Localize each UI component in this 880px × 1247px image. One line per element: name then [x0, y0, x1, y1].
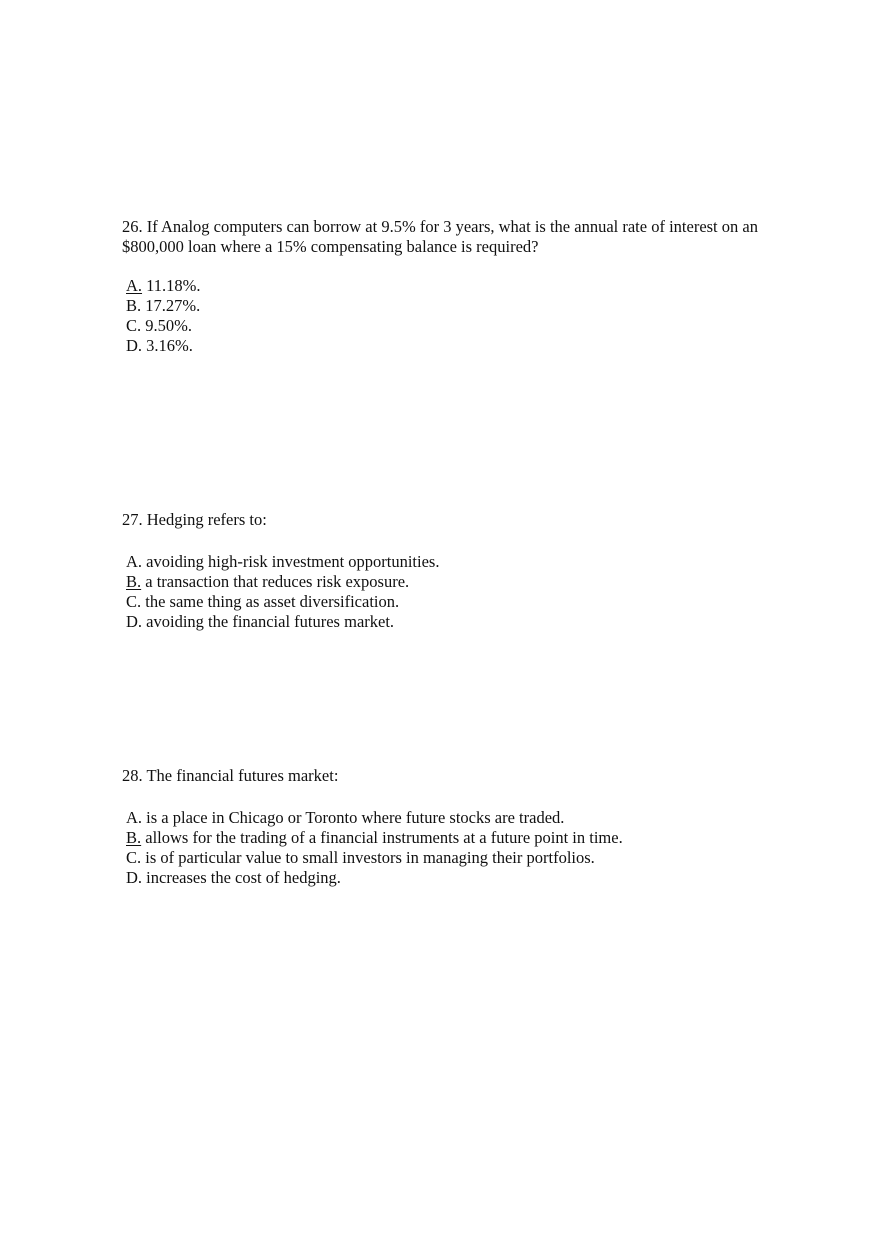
question-stem: 28. The financial futures market:	[122, 766, 339, 785]
option-a	[126, 808, 802, 828]
question-stem: 26. If Analog computers can borrow at 9.5% for 3 years, what is the annual rate of interest on an $800,000 loan where a 15% compensating balance is required?	[122, 217, 758, 256]
option-letter: C.	[126, 592, 142, 611]
answer-options	[122, 552, 802, 632]
option-d	[126, 868, 802, 888]
answer-options	[122, 276, 802, 356]
option-text: 9.50%.	[141, 316, 193, 335]
option-d	[126, 612, 802, 632]
option-letter: D.	[126, 612, 143, 631]
option-text: 17.27%.	[141, 296, 201, 315]
option-text: 11.18%.	[142, 276, 201, 295]
option-text: allows for the trading of a financial instruments at a future point in time.	[141, 828, 623, 847]
option-d	[126, 336, 802, 356]
option-text: the same thing as asset diversification.	[141, 592, 400, 611]
question-stem: 27. Hedging refers to:	[122, 510, 267, 529]
option-c	[126, 316, 802, 336]
option-letter: B.	[126, 296, 142, 315]
option-text: is a place in Chicago or Toronto where future stocks are traded.	[142, 808, 565, 827]
option-letter: C.	[126, 848, 142, 867]
option-b	[126, 572, 802, 592]
option-letter: B.	[126, 828, 142, 847]
option-letter: D.	[126, 336, 143, 355]
option-letter: D.	[126, 868, 143, 887]
option-text: 3.16%.	[142, 336, 193, 355]
option-a	[126, 276, 802, 296]
option-c	[126, 592, 802, 612]
option-letter: B.	[126, 572, 142, 591]
option-text: avoiding the financial futures market.	[142, 612, 395, 631]
option-text: avoiding high-risk investment opportunities.	[142, 552, 440, 571]
option-a	[126, 552, 802, 572]
option-text: is of particular value to small investors in managing their portfolios.	[141, 848, 595, 867]
question-26	[122, 217, 802, 356]
option-letter: C.	[126, 316, 142, 335]
option-letter: A.	[126, 276, 143, 295]
question-28	[122, 766, 802, 888]
question-27	[122, 510, 802, 632]
option-text: increases the cost of hedging.	[142, 868, 341, 887]
option-c	[126, 848, 802, 868]
option-text: a transaction that reduces risk exposure.	[141, 572, 410, 591]
option-letter: A.	[126, 552, 143, 571]
option-b	[126, 296, 802, 316]
option-b	[126, 828, 802, 848]
option-letter: A.	[126, 808, 143, 827]
answer-options	[122, 808, 802, 888]
